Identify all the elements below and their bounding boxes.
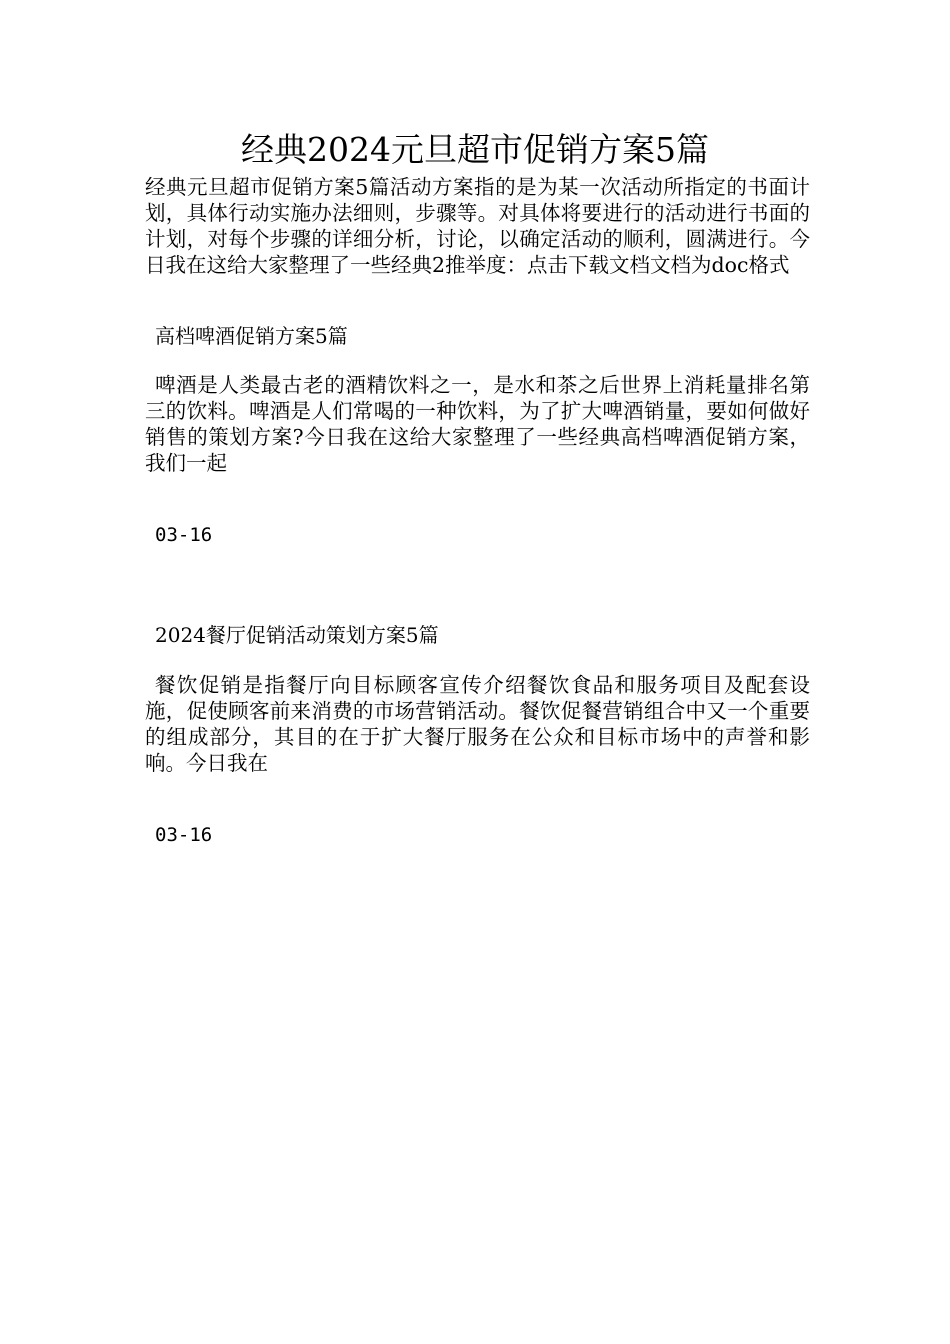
article-summary: 啤酒是人类最古老的酒精饮料之一，是水和茶之后世界上消耗量排名第三的饮料。啤酒是人们常喝的一种饮料，为了扩大啤酒销量，要如何做好销售的策划方案?今日我在这给大家整理了一些经典高档啤酒促销方案，我们一起 [145,373,810,475]
article-heading-link[interactable]: 2024餐厅促销活动策划方案5篇 [155,623,439,647]
document-title: 经典2024元旦超市促销方案5篇 [241,130,709,169]
intro-paragraph: 经典元旦超市促销方案5篇活动方案指的是为某一次活动所指定的书面计划，具体行动实施办法细则，步骤等。对具体将要进行的活动进行书面的计划，对每个步骤的详细分析，讨论，以确定活动的顺利，圆满进行。今日我在这给大家整理了一些经典2推举度：点击下载文档文档为doc格式 [145,175,810,277]
article-heading-link[interactable]: 高档啤酒促销方案5篇 [155,324,348,348]
article-date: 03-16 [155,824,213,846]
article-date: 03-16 [155,524,213,546]
article-summary: 餐饮促销是指餐厅向目标顾客宣传介绍餐饮食品和服务项目及配套设施，促使顾客前来消费的市场营销活动。餐饮促餐营销组合中又一个重要的组成部分，其目的在于扩大餐厅服务在公众和目标市场中的声誉和影响。今日我在 [145,673,810,775]
